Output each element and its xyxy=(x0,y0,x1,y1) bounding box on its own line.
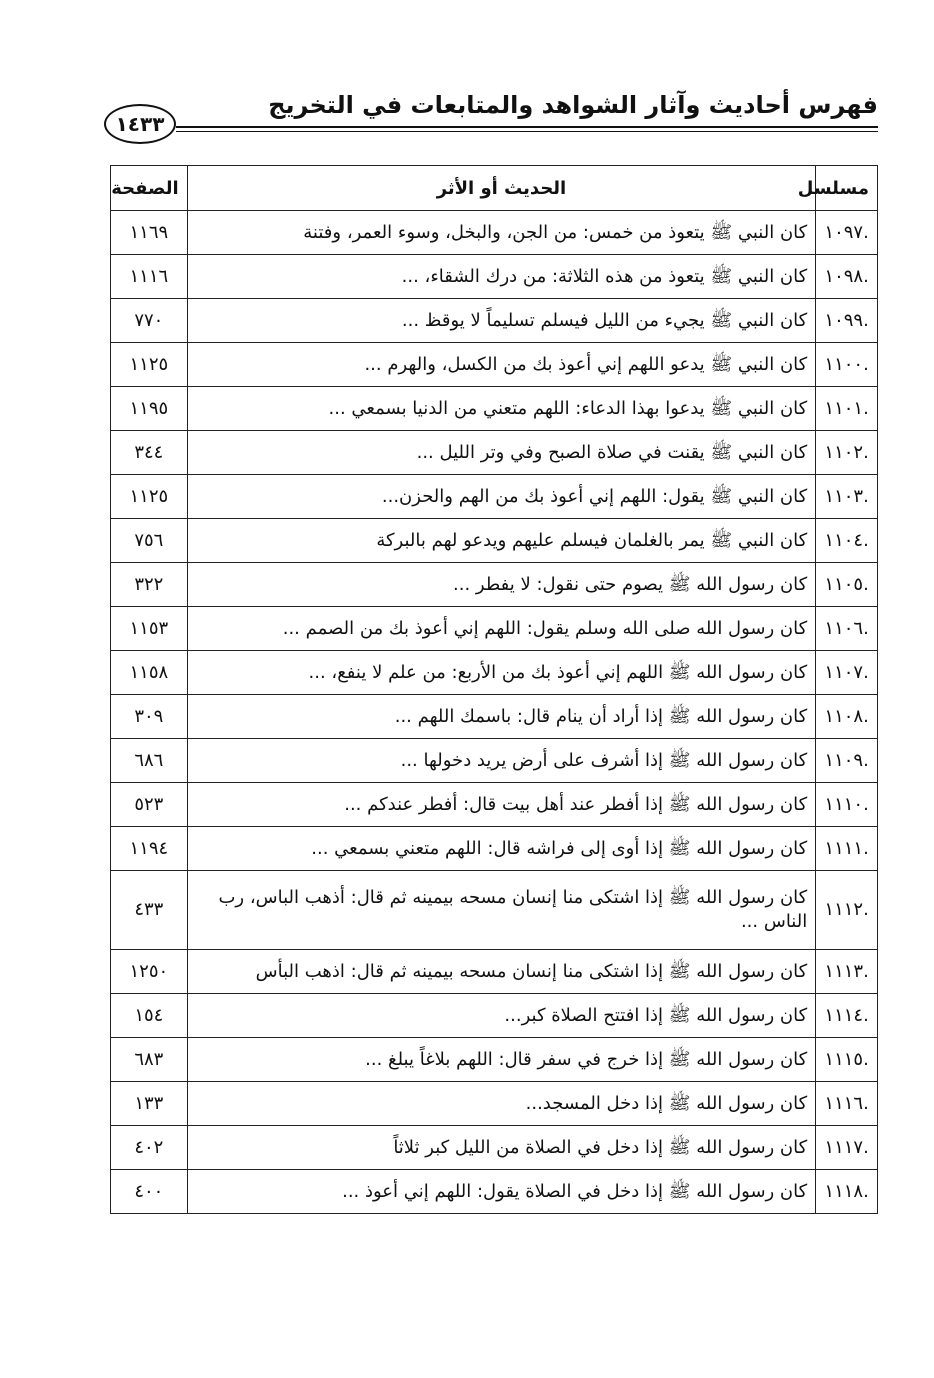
page-number-cell: ٤٠٠ xyxy=(111,1170,188,1214)
serial-cell: .١١١٠ xyxy=(816,783,878,827)
page-number-cell: ٤٣٣ xyxy=(111,871,188,950)
serial-cell: .١١٠٧ xyxy=(816,651,878,695)
hadith-text-cell: كان رسول الله ﷺ إذا أفطر عند أهل بيت قال: أفطر عندكم ... xyxy=(187,783,816,827)
hadith-text-cell: كان رسول الله ﷺ إذا اشتكى منا إنسان مسحه بيمينه ثم قال: أذهب الباس، رب الناس ... xyxy=(187,871,816,950)
serial-cell: .١١٠٤ xyxy=(816,519,878,563)
page-number-cell: ٦٨٣ xyxy=(111,1038,188,1082)
page-number-cell: ٣٢٢ xyxy=(111,563,188,607)
page-number-cell: ١١١٦ xyxy=(111,255,188,299)
serial-cell: .١١١٢ xyxy=(816,871,878,950)
hadith-text-cell: كان رسول الله ﷺ إذا دخل في الصلاة يقول: اللهم إني أعوذ ... xyxy=(187,1170,816,1214)
table-row xyxy=(111,431,878,475)
page-number-cell: ١١٦٩ xyxy=(111,211,188,255)
table-row xyxy=(111,1038,878,1082)
hadith-index-table xyxy=(110,165,878,1214)
hadith-text-cell: كان رسول الله ﷺ إذا أشرف على أرض يريد دخولها ... xyxy=(187,739,816,783)
table-header-row xyxy=(111,166,878,211)
table-body xyxy=(111,211,878,1214)
table-row xyxy=(111,387,878,431)
column-header-page: الصفحة xyxy=(111,166,188,211)
table-row xyxy=(111,1170,878,1214)
hadith-text-cell: كان النبي ﷺ يجيء من الليل فيسلم تسليماً لا يوقظ ... xyxy=(187,299,816,343)
hadith-text-cell: كان النبي ﷺ يمر بالغلمان فيسلم عليهم ويدعو لهم بالبركة xyxy=(187,519,816,563)
page-number-cell: ٣٤٤ xyxy=(111,431,188,475)
table-row xyxy=(111,827,878,871)
serial-cell: .١١٠٩ xyxy=(816,739,878,783)
serial-cell: .١١١٧ xyxy=(816,1126,878,1170)
hadith-text-cell: كان رسول الله صلى الله وسلم يقول: اللهم إني أعوذ بك من الصمم ... xyxy=(187,607,816,651)
hadith-text-cell: كان النبي ﷺ يتعوذ من خمس: من الجن، والبخل، وسوء العمر، وفتنة xyxy=(187,211,816,255)
serial-cell: .١٠٩٨ xyxy=(816,255,878,299)
serial-cell: .١٠٩٧ xyxy=(816,211,878,255)
serial-cell: .١١٠٦ xyxy=(816,607,878,651)
table-row xyxy=(111,651,878,695)
page-number-cell: ٥٢٣ xyxy=(111,783,188,827)
serial-cell: .١١١٤ xyxy=(816,994,878,1038)
hadith-text-cell: كان رسول الله ﷺ إذا اشتكى منا إنسان مسحه بيمينه ثم قال: اذهب البأس xyxy=(187,950,816,994)
table-row xyxy=(111,994,878,1038)
hadith-text-cell: كان رسول الله ﷺ يصوم حتى نقول: لا يفطر ... xyxy=(187,563,816,607)
page-number-cell: ٧٥٦ xyxy=(111,519,188,563)
table-row xyxy=(111,950,878,994)
page-number-cell: ١١٩٤ xyxy=(111,827,188,871)
table-row xyxy=(111,255,878,299)
serial-cell: .١١٠٣ xyxy=(816,475,878,519)
hadith-text-cell: كان النبي ﷺ يتعوذ من هذه الثلاثة: من درك الشقاء، ... xyxy=(187,255,816,299)
serial-cell: .١١٠٠ xyxy=(816,343,878,387)
page-number-cell: ١١٥٣ xyxy=(111,607,188,651)
serial-cell: .١١١٨ xyxy=(816,1170,878,1214)
page-number-cell: ١٢٥٠ xyxy=(111,950,188,994)
serial-cell: .١١١٣ xyxy=(816,950,878,994)
hadith-text-cell: كان رسول الله ﷺ إذا افتتح الصلاة كبر... xyxy=(187,994,816,1038)
hadith-text-cell: كان النبي ﷺ يقول: اللهم إني أعوذ بك من الهم والحزن... xyxy=(187,475,816,519)
serial-cell: .١١٠١ xyxy=(816,387,878,431)
page-number-cell: ٦٨٦ xyxy=(111,739,188,783)
table-row xyxy=(111,343,878,387)
hadith-text-cell: كان رسول الله ﷺ إذا أراد أن ينام قال: باسمك اللهم ... xyxy=(187,695,816,739)
hadith-text-cell: كان النبي ﷺ يدعو اللهم إني أعوذ بك من الكسل، والهرم ... xyxy=(187,343,816,387)
hadith-text-cell: كان النبي ﷺ يقنت في صلاة الصبح وفي وتر الليل ... xyxy=(187,431,816,475)
table-row xyxy=(111,783,878,827)
page-number-cell: ١١٢٥ xyxy=(111,343,188,387)
table-row xyxy=(111,695,878,739)
hadith-text-cell: كان رسول الله ﷺ إذا خرج في سفر قال: اللهم بلاغاً يبلغ ... xyxy=(187,1038,816,1082)
table-row xyxy=(111,871,878,950)
serial-cell: .١١١١ xyxy=(816,827,878,871)
page-header xyxy=(104,88,878,150)
hadith-text-cell: كان رسول الله ﷺ إذا دخل في الصلاة من الليل كبر ثلاثاً xyxy=(187,1126,816,1170)
table-row xyxy=(111,739,878,783)
serial-cell: .١١٠٢ xyxy=(816,431,878,475)
serial-cell: .١٠٩٩ xyxy=(816,299,878,343)
column-header-hadith: الحديث أو الأثر xyxy=(187,166,816,211)
serial-cell: .١١٠٨ xyxy=(816,695,878,739)
page-number-cell: ١٥٤ xyxy=(111,994,188,1038)
hadith-text-cell: كان النبي ﷺ يدعوا بهذا الدعاء: اللهم متعني من الدنيا بسمعي ... xyxy=(187,387,816,431)
page-number-cell: ٤٠٢ xyxy=(111,1126,188,1170)
running-title: فهرس أحاديث وآثار الشواهد والمتابعات في التخريج xyxy=(268,91,878,119)
page-number-cell: ٧٧٠ xyxy=(111,299,188,343)
column-header-serial: مسلسل xyxy=(816,166,878,211)
table-row xyxy=(111,519,878,563)
table-row xyxy=(111,1082,878,1126)
page-number-cell: ٣٠٩ xyxy=(111,695,188,739)
table-row xyxy=(111,211,878,255)
table-row xyxy=(111,1126,878,1170)
hadith-text-cell: كان رسول الله ﷺ إذا أوى إلى فراشه قال: اللهم متعني بسمعي ... xyxy=(187,827,816,871)
header-rule xyxy=(176,126,878,128)
page-number-cell: ١١٥٨ xyxy=(111,651,188,695)
serial-cell: .١١٠٥ xyxy=(816,563,878,607)
serial-cell: .١١١٥ xyxy=(816,1038,878,1082)
header-rule-thin xyxy=(176,131,878,132)
serial-cell: .١١١٦ xyxy=(816,1082,878,1126)
page-number: ١٤٣٣ xyxy=(104,104,176,144)
hadith-text-cell: كان رسول الله ﷺ إذا دخل المسجد... xyxy=(187,1082,816,1126)
page-number-cell: ١١٢٥ xyxy=(111,475,188,519)
table-row xyxy=(111,563,878,607)
page-number-cell: ١١٩٥ xyxy=(111,387,188,431)
table-row xyxy=(111,299,878,343)
page-number-cell: ١٣٣ xyxy=(111,1082,188,1126)
hadith-text-cell: كان رسول الله ﷺ اللهم إني أعوذ بك من الأربع: من علم لا ينفع، ... xyxy=(187,651,816,695)
table-row xyxy=(111,607,878,651)
table-row xyxy=(111,475,878,519)
